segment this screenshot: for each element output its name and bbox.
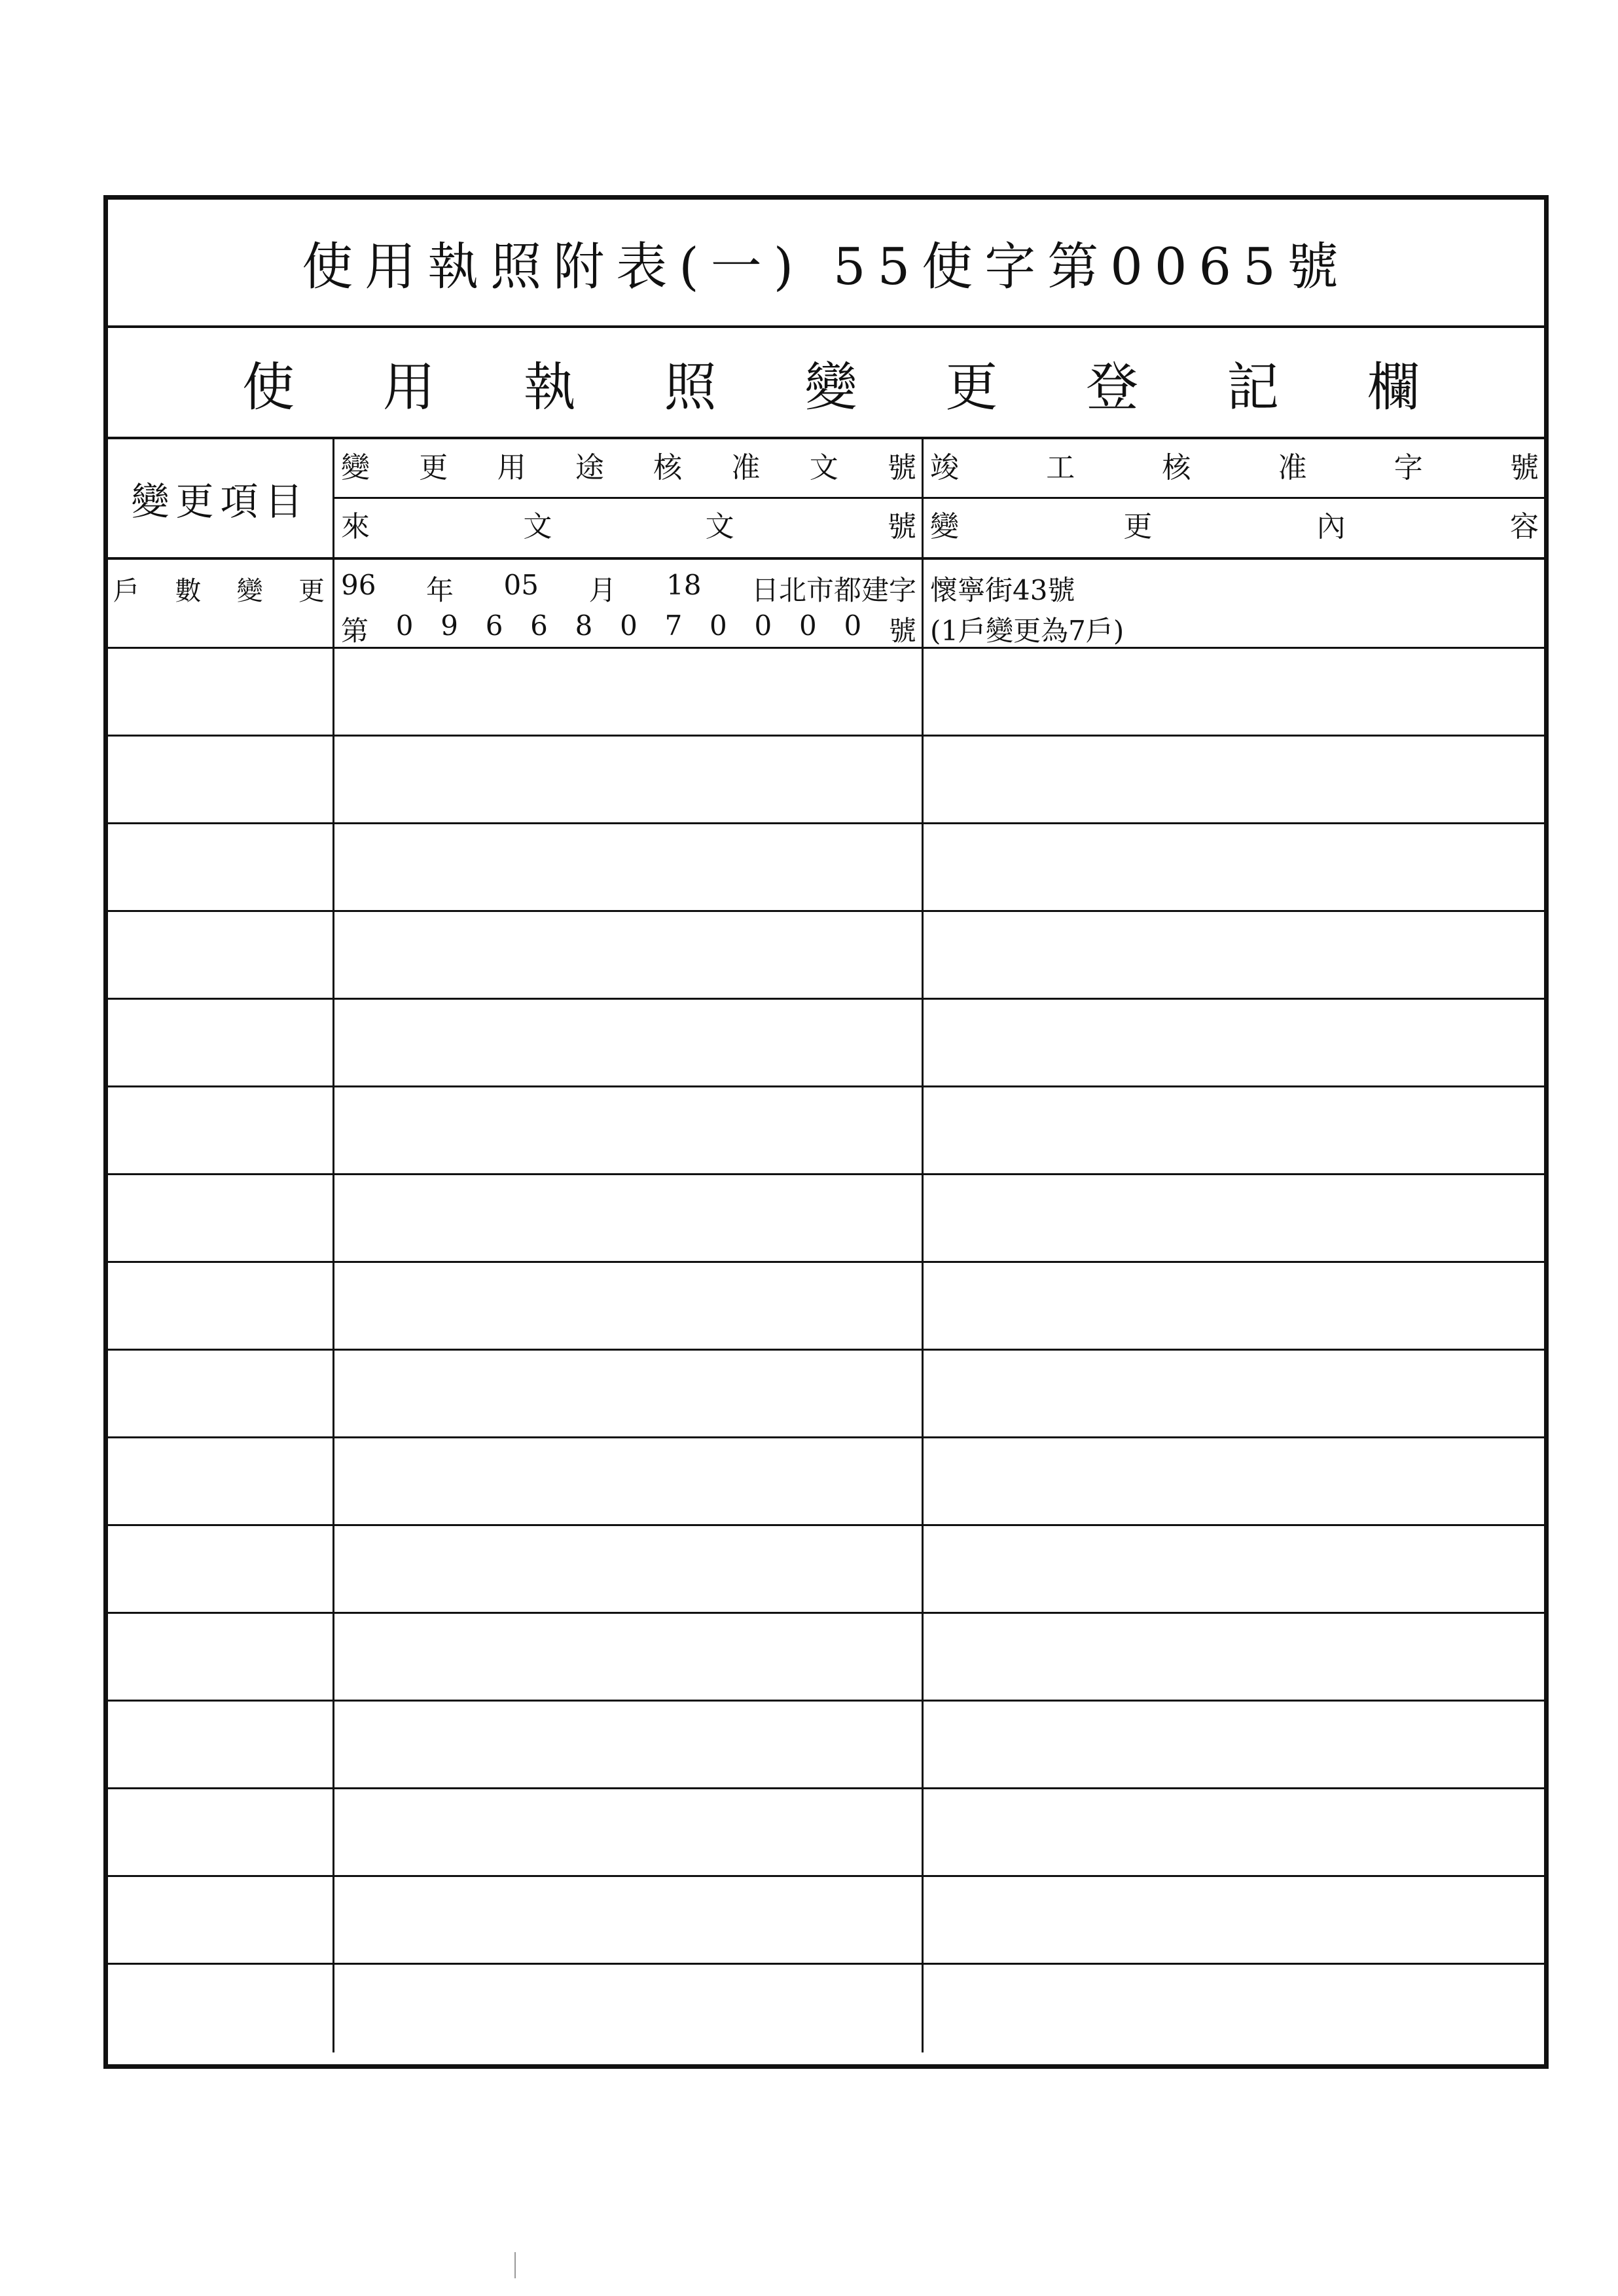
empty-table-row: [108, 1263, 1544, 1351]
subtitle-char: 使: [242, 356, 295, 418]
form-title: 使用執照附表(一) 55使字第0065號: [302, 238, 1350, 297]
empty-cell: [108, 737, 334, 822]
empty-table-row: [108, 1789, 1544, 1877]
empty-table-row: [108, 1438, 1544, 1526]
form-frame: [103, 195, 1549, 2069]
form-subtitle: [108, 328, 1544, 437]
header-char: 更: [419, 451, 448, 484]
empty-table-row: [108, 1877, 1544, 1965]
item-column-header: 變更項目: [108, 439, 334, 557]
empty-cell: [108, 912, 334, 998]
empty-table-row: [108, 1175, 1544, 1263]
empty-cell: [108, 1438, 334, 1524]
header-char: 文: [809, 451, 838, 484]
empty-table-row: [108, 649, 1544, 737]
empty-cell: [108, 1000, 334, 1085]
empty-table-row: [108, 912, 1544, 1000]
header-char: 核: [653, 451, 683, 484]
empty-cell: [334, 912, 924, 998]
subtitle-char: 變: [804, 356, 857, 418]
doc-token: 6: [485, 610, 503, 642]
change-item: [113, 570, 325, 608]
doc-date-line: [341, 569, 916, 608]
completion-approval-label: [930, 451, 1539, 484]
empty-cell: [334, 1526, 924, 1612]
change-content-label: [930, 510, 1539, 543]
doc-token: 7: [664, 610, 683, 642]
scan-mark: [514, 2252, 516, 2278]
header-char: 竣: [930, 451, 959, 484]
empty-cell: [108, 1614, 334, 1700]
empty-cell: [108, 1965, 334, 2052]
doc-token: 18: [666, 569, 702, 601]
item-char: 更: [298, 576, 325, 606]
item-char: 戶: [113, 576, 139, 606]
subtitle-char: 照: [664, 356, 717, 418]
change-description: (1戶變更為7戶): [930, 615, 1124, 647]
header-char: 用: [497, 451, 526, 484]
empty-cell: [334, 1087, 924, 1173]
empty-cell: [334, 737, 924, 822]
empty-cell: [108, 1087, 334, 1173]
empty-table-row: [108, 1702, 1544, 1789]
subtitle-char: 記: [1227, 356, 1280, 418]
empty-table-row: [108, 824, 1544, 912]
header-char: 工: [1046, 451, 1075, 484]
empty-cell: [334, 649, 924, 735]
header-char: 變: [341, 451, 370, 484]
empty-cell: [334, 1614, 924, 1700]
title-row: [108, 200, 1544, 328]
empty-cell: [108, 1877, 334, 1963]
empty-cell: [334, 1438, 924, 1524]
item-char: 變: [236, 576, 263, 606]
doc-token: 0: [620, 610, 638, 642]
item-cell: [108, 560, 334, 647]
doc-token: 年: [425, 574, 454, 606]
doc-token: 日北市都建字: [751, 574, 916, 606]
header-divider: [334, 497, 922, 499]
empty-cell: [334, 1000, 924, 1085]
empty-table-row: [108, 1087, 1544, 1175]
empty-cell: [334, 1877, 924, 1963]
empty-cell: [108, 824, 334, 910]
empty-table-row: [108, 1526, 1544, 1614]
doc-token: 0: [395, 610, 414, 642]
doc-token: 9: [440, 610, 458, 642]
subtitle-char: 登: [1086, 356, 1139, 418]
empty-cell: [108, 1702, 334, 1787]
doc-token: 8: [575, 610, 593, 642]
column-header: [108, 439, 1544, 560]
header-char: 文: [705, 510, 734, 543]
header-char: 號: [887, 510, 916, 543]
empty-cell: [108, 1526, 334, 1612]
header-char: 字: [1393, 451, 1423, 484]
header-char: 號: [887, 451, 916, 484]
doc-token: 0: [754, 610, 772, 642]
empty-table-row: [108, 1614, 1544, 1702]
empty-cell: [334, 1789, 924, 1875]
empty-cell: [334, 1263, 924, 1349]
incoming-doc-number-label: [341, 510, 916, 543]
content-column-header: [924, 439, 1544, 557]
empty-cell: [334, 1175, 924, 1261]
doc-token: 96: [341, 569, 376, 601]
header-char: 內: [1316, 510, 1346, 543]
header-char: 更: [1123, 510, 1153, 543]
empty-cell: [334, 1702, 924, 1787]
doc-number-column-header: [334, 439, 924, 557]
empty-cell: [108, 1351, 334, 1436]
header-char: 准: [731, 451, 761, 484]
header-char: 准: [1278, 451, 1307, 484]
subtitle-row: [108, 328, 1544, 439]
header-char: 號: [1509, 451, 1539, 484]
table-row: [108, 560, 1544, 649]
empty-table-row: [108, 1965, 1544, 2052]
doc-token: 號: [888, 615, 916, 647]
doc-token: 0: [799, 610, 817, 642]
change-address: 懷寧街43號: [930, 574, 1075, 606]
header-char: 來: [341, 510, 370, 543]
header-divider: [924, 497, 1544, 499]
doc-token: 0: [844, 610, 862, 642]
header-char: 容: [1509, 510, 1539, 543]
item-char: 數: [175, 576, 202, 606]
empty-cell: [108, 649, 334, 735]
subtitle-char: 用: [382, 356, 435, 418]
header-char: 核: [1162, 451, 1191, 484]
empty-table-row: [108, 1351, 1544, 1438]
empty-cell: [108, 1263, 334, 1349]
doc-token: 月: [588, 574, 617, 606]
doc-number-line: [341, 610, 916, 649]
empty-table-row: [108, 1000, 1544, 1087]
subtitle-char: 更: [945, 356, 998, 418]
header-char: 變: [930, 510, 959, 543]
empty-cell: [108, 1789, 334, 1875]
empty-cell: [334, 824, 924, 910]
approval-doc-number-label: [341, 451, 916, 484]
header-char: 途: [575, 451, 604, 484]
empty-cell: [108, 1175, 334, 1261]
doc-token: 05: [503, 569, 539, 601]
doc-token: 第: [341, 615, 369, 647]
doc-token: 0: [710, 610, 727, 642]
subtitle-char: 執: [523, 356, 576, 418]
doc-number-cell: [334, 560, 924, 647]
doc-token: 6: [530, 610, 548, 642]
header-char: 文: [523, 510, 552, 543]
subtitle-char: 欄: [1367, 356, 1420, 418]
empty-cell: [334, 1351, 924, 1436]
empty-table-row: [108, 737, 1544, 824]
empty-cell: [334, 1965, 924, 2052]
content-cell: [924, 560, 1544, 647]
